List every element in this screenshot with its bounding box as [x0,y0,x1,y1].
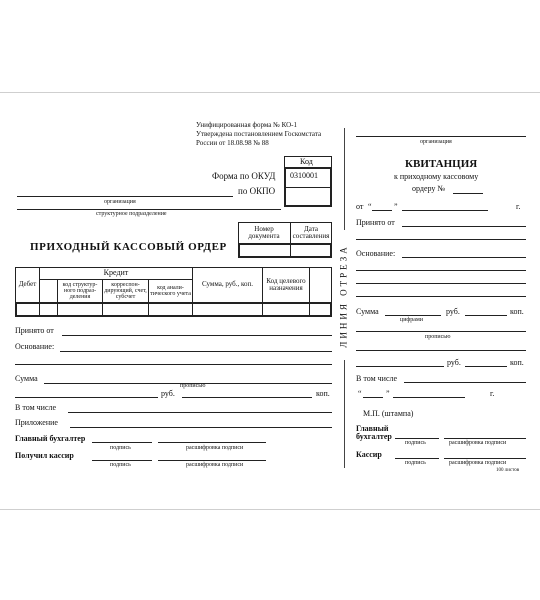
received-from-label: Принято от [15,326,54,335]
receipt-chief-signature-caption: подпись [405,440,426,446]
kop-label: коп. [316,389,330,398]
receipt-cashier-decode-line[interactable] [444,458,526,459]
cashier-decode-caption: расшифровка подписи [186,462,244,468]
receipt-kop2-label: коп. [510,358,524,367]
sum-words-line[interactable] [15,397,158,398]
debit-header: Дебет [18,280,37,289]
receipt-year: г. [516,202,521,211]
receipt-sum-digits-line[interactable] [385,315,441,316]
department-line[interactable] [17,209,281,210]
purpose-header: Код целевого назначения [266,276,306,292]
organization-line[interactable] [17,196,233,197]
receipt-basis-line-2[interactable] [356,270,526,271]
cashier-signature-caption: подпись [110,462,131,468]
receipt-basis-line-4[interactable] [356,296,526,297]
receipt-including-label: В том числе [356,374,398,383]
credit-header: Кредит [103,268,129,278]
in-words-caption: прописью [180,383,206,389]
receipt-received-line-2[interactable] [356,239,526,240]
receipt-chief-label-1: Главный [356,424,389,433]
doc-values-box[interactable] [238,243,332,258]
receipt-day2-line[interactable] [363,397,383,398]
receipt-year2: г. [490,389,495,398]
sum-label: Сумма [15,374,38,383]
receipt-basis-line[interactable] [402,257,526,258]
receipt-kop-label: коп. [510,307,524,316]
receipt-month2-line[interactable] [393,397,465,398]
sum-header: Сумма, руб., коп. [202,280,253,289]
receipt-quote-open: “ [368,202,372,211]
receipt-rub-line[interactable] [465,315,507,316]
receipt-words-line[interactable] [356,331,526,332]
cashier-decode-line[interactable] [158,460,266,461]
credit-sub3: код анали-тического учета [150,284,191,297]
receipt-chief-signature-line[interactable] [395,438,439,439]
receipt-cashier-signature-caption: подпись [405,460,426,466]
receipt-digits-caption: цифрами [400,317,423,323]
receipt-number-line[interactable] [453,193,483,194]
chief-decode-caption: расшифровка подписи [186,445,244,451]
receipt-chief-decode-line[interactable] [444,438,526,439]
receipt-chief-decode-caption: расшифровка подписи [449,440,507,446]
cashier-signature-line[interactable] [92,460,152,461]
chief-decode-line[interactable] [158,442,266,443]
receipt-words-line-3[interactable] [356,366,444,367]
receipt-cashier-signature-line[interactable] [395,458,439,459]
receipt-subtitle1: к приходному кассовому [394,172,479,181]
receipt-basis-label: Основание: [356,249,396,258]
form-header-line3: России от 18.08.98 № 88 [196,139,269,147]
department-caption: структурное подразделение [96,211,167,217]
receipt-rub2-line[interactable] [465,366,507,367]
receipt-cashier-decode-caption: расшифровка подписи [449,460,507,466]
page-title: ПРИХОДНЫЙ КАССОВЫЙ ОРДЕР [30,241,227,253]
receipt-received-line[interactable] [402,226,526,227]
receipt-month-line[interactable] [402,210,488,211]
codes-divider [284,187,332,188]
receipt-quote-close: ” [394,202,398,211]
main-table-values[interactable] [15,302,332,317]
receipt-sum-label: Сумма [356,307,379,316]
table-col-divider [309,267,310,317]
receipt-rub-label: руб. [446,307,460,316]
rub-line[interactable] [182,397,312,398]
receipt-received-label: Принято от [356,218,395,227]
receipt-basis-line-3[interactable] [356,283,526,284]
form-header-line1: Унифицированная форма № КО-1 [196,121,297,129]
organization-caption: организация [104,199,136,205]
kod-header: Код [300,157,313,166]
okud-label: Форма по ОКУД [212,171,276,181]
form-header-line2: Утверждена постановлением Госкомстата [196,130,322,138]
credit-sub1: код структур-ного подраз-деления [62,281,98,301]
including-label: В том числе [15,403,57,412]
attachment-line[interactable] [70,427,332,428]
okud-value: 0310001 [290,171,318,180]
receipt-quote2-open: “ [358,389,362,398]
receipt-rub2-label: руб. [447,358,461,367]
receipt-quote2-close: ” [386,389,390,398]
receipt-date-from: от [356,202,364,211]
receipt-words-line-2[interactable] [356,350,526,351]
chief-accountant-label: Главный бухгалтер [15,434,86,443]
basis-label: Основание: [15,342,55,351]
receipt-organization-line[interactable] [356,136,526,137]
receipt-including-line[interactable] [404,382,526,383]
credit-sub2: корреспон-дирующий, счет, субсчет [104,281,147,301]
attachment-label: Приложение [15,418,58,427]
sheets-count: 100 листов [496,468,520,473]
doc-number-header: Номер документа [248,224,280,240]
including-line[interactable] [68,412,332,413]
receipt-cashier-label: Кассир [356,450,382,459]
okpo-label: по ОКПО [238,186,276,196]
basis-line[interactable] [60,351,332,352]
receipt-day-line[interactable] [372,210,392,211]
basis-line-2[interactable] [15,364,332,365]
doc-date-header: Дата составления [292,224,330,240]
cashier-received-label: Получил кассир [15,451,74,460]
cut-line-label: ЛИНИЯ ОТРЕЗА [339,244,350,348]
chief-signature-caption: подпись [110,445,131,451]
receipt-subtitle2: ордеру № [412,184,446,193]
received-from-line[interactable] [62,335,332,336]
receipt-in-words-caption: прописью [425,334,451,340]
rub-label: руб. [161,389,175,398]
receipt-stamp-label: М.П. (штампа) [363,409,414,418]
receipt-chief-label-2: бухгалтер [356,432,392,441]
receipt-organization-caption: организация [420,139,452,145]
chief-signature-line[interactable] [92,442,152,443]
receipt-title: КВИТАНЦИЯ [405,158,478,170]
